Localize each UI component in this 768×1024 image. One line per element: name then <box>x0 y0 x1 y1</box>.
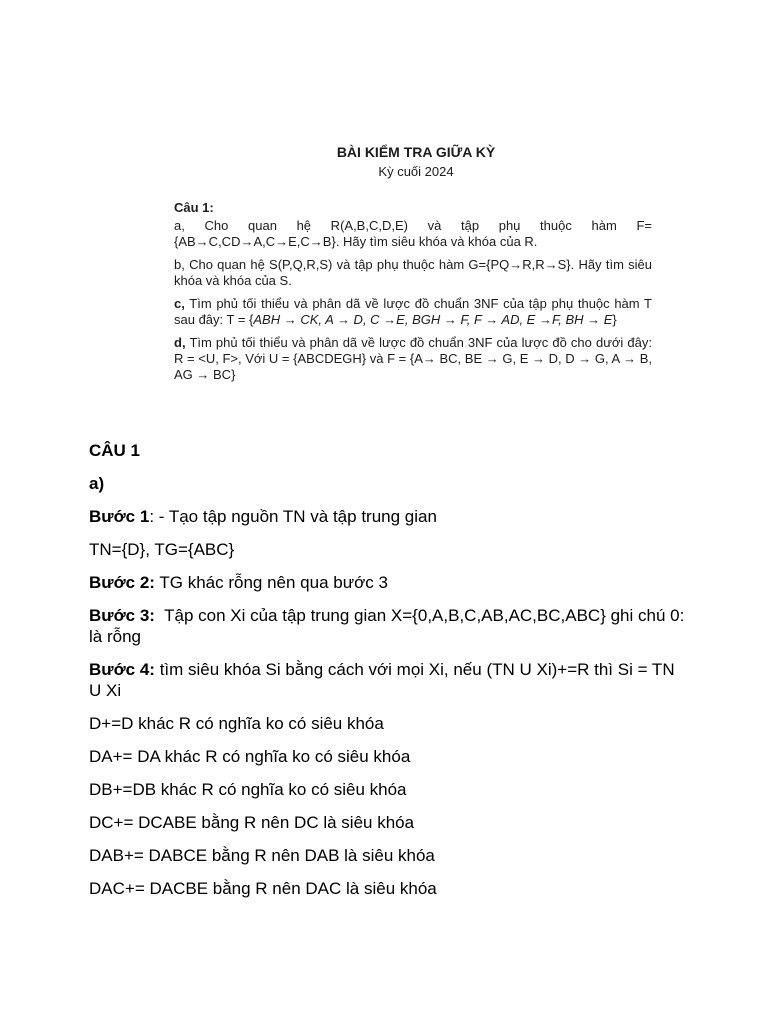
exam-part-b <box>174 257 652 289</box>
line-text: DAC+= DACBE bằng R nên DAC là siêu khóa <box>89 879 437 898</box>
answer-line <box>89 812 689 833</box>
exam-question-heading: Câu 1: <box>174 200 214 215</box>
exam-question-image <box>174 144 652 390</box>
exam-title: BÀI KIỂM TRA GIỮA KỲ <box>336 144 496 160</box>
exam-subtitle: Kỳ cuối 2024 <box>378 164 454 179</box>
exam-part-text: Cho quan hệ S(P,Q,R,S) và tập phụ thuộc hàm G={PQ→R,R→S}. Hãy tìm siêu khóa và khóa của S. <box>174 257 652 288</box>
line-text: DA+= DA khác R có nghĩa ko có siêu khóa <box>89 747 411 766</box>
line-text: DC+= DCABE bằng R nên DC là siêu khóa <box>89 813 415 832</box>
exam-part-label: d, <box>174 335 186 350</box>
answer-line <box>89 713 689 734</box>
answer-section <box>89 440 689 911</box>
line-text: TN={D}, TG={ABC} <box>89 540 235 559</box>
exam-part-text: Tìm phủ tối thiểu và phân dã về lược đồ chuẩn 3NF của lược đồ cho dưới đây: R = <U, F>, Với U = {ABCDEGH} và F = {A→ BC, BE → G, E → D, D → G, A → B, AG → BC} <box>174 335 652 382</box>
exam-part-label: b, <box>174 257 185 272</box>
exam-part-text-italic: ABH → CK, A → D, C →E, BGH → F, F → AD, E →F, BH → E <box>253 312 613 327</box>
answer-step-3 <box>89 605 689 647</box>
exam-part-text-end: } <box>612 312 617 327</box>
step-label: Bước 1 <box>89 507 150 526</box>
answer-part-heading: a) <box>89 474 105 493</box>
answer-line <box>89 878 689 899</box>
exam-part-text: Cho quan hệ R(A,B,C,D,E) và tập phụ thuộc hàm F={AB→C,CD→A,C→E,C→B}. Hãy tìm siêu khóa và khóa của R. <box>174 218 652 249</box>
exam-part-text: Tìm phủ tối thiểu và phân dã về lược đồ chuẩn 3NF của tập phụ thuộc hàm T sau đây: T = { <box>174 296 652 327</box>
answer-line <box>89 746 689 767</box>
step-text: Tập con Xi của tập trung gian X={0,A,B,C,AB,AC,BC,ABC} ghi chú 0: là rỗng <box>89 606 690 646</box>
answer-step-4 <box>89 659 689 701</box>
step-text: : - Tạo tập nguồn TN và tập trung gian <box>149 507 437 526</box>
exam-part-label: c, <box>174 296 185 311</box>
step-text: tìm siêu khóa Si bằng cách với mọi Xi, nếu (TN U Xi)+=R thì Si = TN U Xi <box>89 660 675 700</box>
step-label: Bước 3: <box>89 606 155 625</box>
exam-part-d <box>174 335 652 383</box>
step-label: Bước 2: <box>89 573 155 592</box>
answer-line <box>89 779 689 800</box>
line-text: DB+=DB khác R có nghĩa ko có siêu khóa <box>89 780 407 799</box>
step-text: TG khác rỗng nên qua bước 3 <box>154 573 388 592</box>
exam-part-c <box>174 296 652 328</box>
step-label: Bước 4: <box>89 660 155 679</box>
line-text: D+=D khác R có nghĩa ko có siêu khóa <box>89 714 384 733</box>
line-text: DAB+= DABCE bằng R nên DAB là siêu khóa <box>89 846 435 865</box>
answer-step-1 <box>89 506 689 527</box>
exam-part-label: a, <box>174 218 185 233</box>
answer-line <box>89 845 689 866</box>
answer-section-heading: CÂU 1 <box>89 441 141 460</box>
exam-part-a <box>174 218 652 250</box>
answer-line <box>89 539 689 560</box>
answer-step-2 <box>89 572 689 593</box>
